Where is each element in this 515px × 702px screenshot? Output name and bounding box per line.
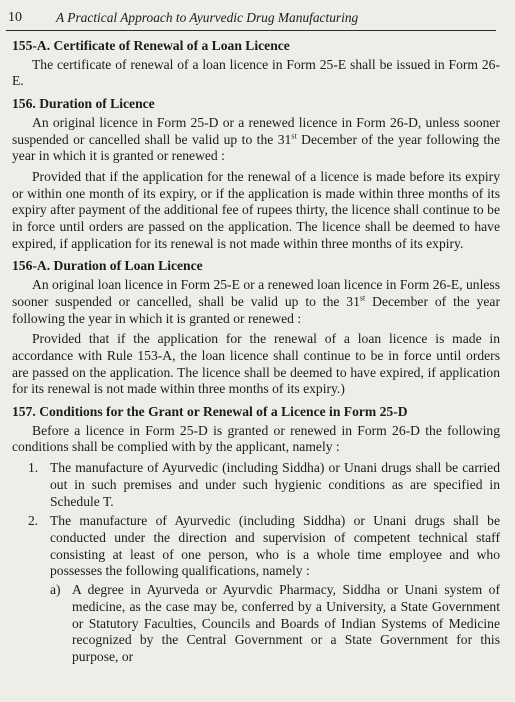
section-156a-paragraph-2: Provided that if the application for the renewal of a loan licence is made in accordance with Rule 153-A, the loan licence shall continue to be in force until orders are passed on the application. The licence shall be deemed to have expired, if application for its renewal is not made within three months of its expiry.): [12, 331, 500, 397]
condition-number: 1.: [28, 460, 39, 476]
page-body: [12, 36, 500, 669]
conditions-list: [12, 460, 500, 665]
section-156a-paragraph-1: [12, 277, 500, 327]
section-155a-heading: 155-A. Certificate of Renewal of a Loan Licence: [12, 38, 290, 53]
running-title: A Practical Approach to Ayurvedic Drug Manufacturing: [56, 10, 359, 25]
qualifications-list: [50, 582, 500, 666]
section-156a-p1-superscript: st: [359, 293, 366, 303]
condition-item: [12, 513, 500, 665]
condition-text: The manufacture of Ayurvedic (including Siddha) or Unani drugs shall be carried out in such premises and under such hygienic conditions as are specified in Schedule T.: [50, 460, 500, 509]
section-155a-text: The certificate of renewal of a loan licence in Form 25-E shall be issued in Form 26-E.: [12, 56, 500, 89]
qualification-letter: a): [50, 582, 61, 598]
section-156-p1-start: An original licence in Form 25-D or a renewed licence in Form 26-D, unless sooner suspended or cancelled shall be valid up to the 31: [12, 114, 500, 147]
section-156-paragraph-2: Provided that if the application for the renewal of a licence is made before its expiry or within one month of its expiry, or if the application is made within three months of its expiry after payment of the additional fee of rupees thirty, the licence shall continue to be in force until orders are passed on the application. The licence shall be deemed to have expired, if application for its renewal is not made within three months of its expiry.: [12, 168, 500, 251]
page-number: 10: [8, 10, 22, 25]
running-header: [6, 10, 496, 31]
qualification-item: [50, 582, 500, 666]
condition-number: 2.: [28, 513, 39, 529]
section-156-heading: 156. Duration of Licence: [12, 96, 155, 112]
section-156a-p1-end: December of the year following the year in which it is granted or renewed :: [12, 293, 500, 326]
qualification-text: A degree in Ayurveda or Ayurvdic Pharmacy, Siddha or Unani system of medicine, as the case may be, conferred by a University, a State Government or Statutory Faculties, Councils and Boards of Indian Systems of Medicine recognized by the Central Government or a State Government for this purpose, or: [72, 582, 500, 664]
section-157-intro: Before a licence in Form 25-D is granted or renewed in Form 26-D the following conditions shall be complied with by the applicant, namely :: [12, 422, 500, 455]
section-156a-heading: 156-A. Duration of Loan Licence: [12, 258, 203, 274]
section-156a-p1-start: An original loan licence in Form 25-E or a renewed loan licence in Form 26-E, unless sooner suspended or cancelled, shall be valid up to the 31: [12, 277, 500, 309]
condition-text: The manufacture of Ayurvedic (including Siddha) or Unani drugs shall be conducted under the direction and supervision of competent technical staff consisting at least of one person, who is a whole time employee and who possesses the following qualifications, namely :: [50, 513, 500, 579]
section-157-heading: 157. Conditions for the Grant or Renewal of a Licence in Form 25-D: [12, 404, 408, 420]
section-156-p1-end: December of the year following the year in which it is granted or renewed :: [12, 131, 500, 164]
condition-item: [12, 460, 500, 510]
section-156-p1-superscript: st: [291, 130, 297, 140]
section-156-paragraph-1: [12, 115, 500, 165]
